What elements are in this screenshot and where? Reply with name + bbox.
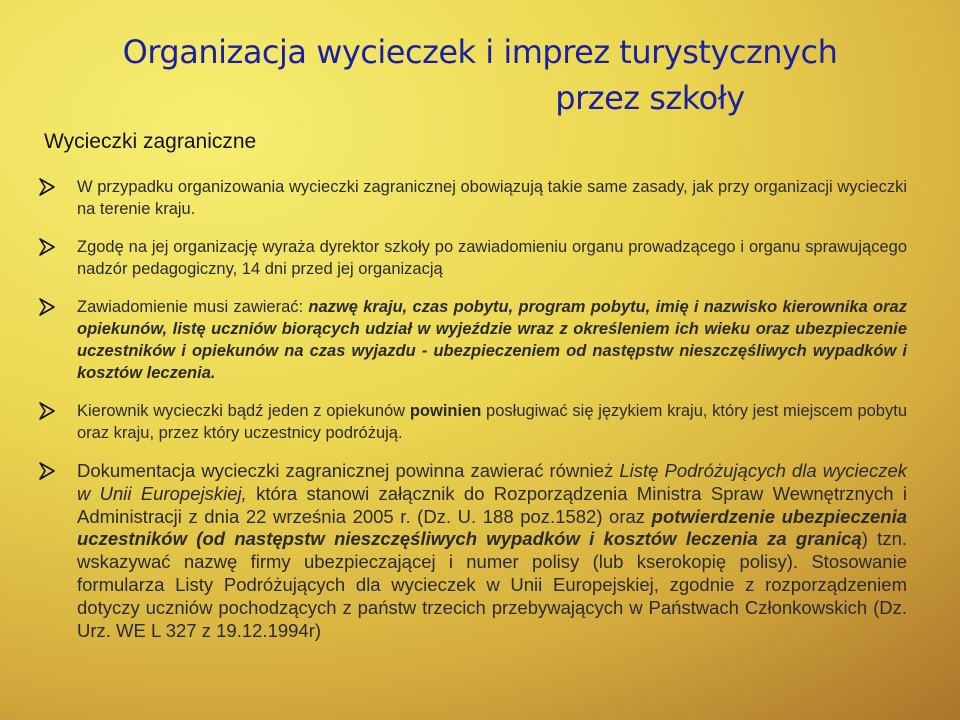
arrowhead-bullet-icon [37, 236, 57, 258]
paragraph-5-e: ) tzn. wskazywać nazwę firmy ubezpieczającej i numer polisy (lub kserokopię polisy). Stosowanie formularza Listy Podróżujących dla wycieczek w Unii Europejskiej, zgodnie z rozporządzeniem dotyczy uczniów pochodzących z państw trzecich przebywających w Państwach Członkowskich (Dz. Urz. WE L 327 z 19.12.1994r) [77, 528, 907, 641]
paragraph-4 [77, 400, 907, 444]
paragraph-3-emphasis: nazwę kraju, czas pobytu, program pobytu, imię i nazwisko kierownika oraz opiekunów, listę uczniów biorących udział w wyjeździe wraz z określeniem ich wieku oraz ubezpieczenie uczestników i opiekunów na czas wyjazdu - ubezpieczeniem od następstw nieszczęśliwych wypadków i kosztów leczenia. [77, 298, 907, 382]
paragraph-5 [77, 460, 907, 642]
paragraph-1-text: W przypadku organizowania wycieczki zagranicznej obowiązują takie same zasady, jak przy organizacji wycieczki na terenie kraju. [77, 178, 907, 218]
slide-title-line2: przez szkoły [555, 79, 745, 117]
paragraph-4-before: Kierownik wycieczki bądź jeden z opiekunów [77, 402, 410, 420]
slide-title-line1: Organizacja wycieczek i imprez turystycznych [122, 33, 838, 71]
paragraph-4-bold: powinien [409, 402, 482, 420]
paragraph-5-c: która stanowi załącznik do Rozporządzenia Ministra Spraw Wewnętrznych i Administracji z dnia 22 września 2005 r. (Dz. U. 188 poz.1582) oraz [77, 482, 907, 527]
paragraph-5-bold-italic: potwierdzenie ubezpieczenia uczestników (od następstw nieszczęśliwych wypadków i kosztów leczenia za granicą [77, 505, 907, 550]
arrowhead-bullet-icon [37, 460, 57, 482]
paragraph-1 [77, 176, 907, 220]
paragraph-2 [77, 236, 907, 280]
paragraph-2-text: Zgodę na jej organizację wyraża dyrektor szkoły po zawiadomieniu organu prowadzącego i organu sprawującego nadzór pedagogiczny, 14 dni przed jej organizacją [77, 238, 907, 278]
paragraph-3-lead: Zawiadomienie musi zawierać: [77, 298, 309, 316]
arrowhead-bullet-icon [37, 296, 57, 318]
paragraph-3 [77, 296, 907, 384]
paragraph-5-a: Dokumentacja wycieczki zagranicznej powinna zawierać również [77, 460, 620, 481]
paragraph-4-after: posługiwać się językiem kraju, który jest miejscem pobytu oraz kraju, przez który uczestnicy podróżują. [77, 402, 907, 442]
arrowhead-bullet-icon [37, 400, 57, 422]
arrowhead-bullet-icon [37, 176, 57, 198]
section-subtitle: Wycieczki zagraniczne [44, 130, 257, 153]
paragraph-5-italic: Listę Podróżujących dla wycieczek w Unii Europejskiej, [77, 460, 907, 504]
